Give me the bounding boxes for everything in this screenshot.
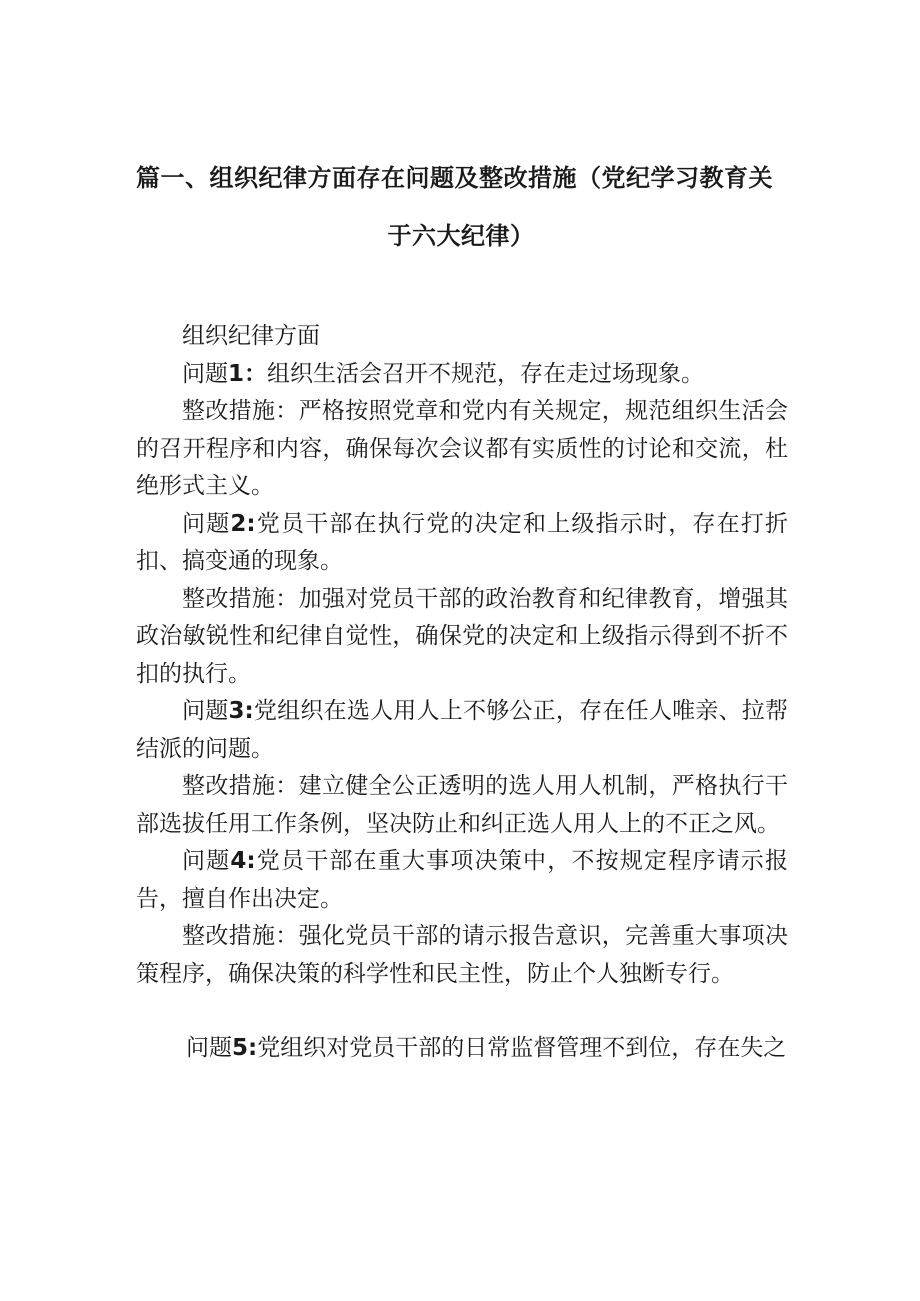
paragraph-gap [136, 993, 788, 1030]
problem-4 [136, 843, 788, 918]
measure-4: 整改措施：强化党员干部的请示报告意识，完善重大事项决策程序，确保决策的科学性和民主性，防止个人独断专行。 [136, 923, 788, 987]
problem-3-number: 3: [228, 698, 254, 724]
measure-1: 整改措施：严格按照党章和党内有关规定，规范组织生活会的召开程序和内容，确保每次会议都有实质性的讨论和交流，杜绝形式主义。 [136, 398, 788, 499]
document-body [136, 318, 788, 1068]
problem-4-text: 党员干部在重大事项决策中，不按规定程序请示报告，擅自作出决定。 [136, 848, 789, 912]
problem-5-prefix: 问题 [186, 1035, 232, 1061]
problem-1 [136, 356, 788, 394]
document-title-line1: 篇一、组织纪律方面存在问题及整改措施（党纪学习教育关 [136, 164, 773, 192]
measure-3: 整改措施：建立健全公正透明的选人用人机制，严格执行干部选拔任用工作条例，坚决防止和纠正选人用人上的不正之风。 [136, 773, 788, 837]
problem-5 [136, 1030, 788, 1068]
measure-2: 整改措施：加强对党员干部的政治教育和纪律教育，增强其政治敏锐性和纪律自觉性，确保党的决定和上级指示得到不折不扣的执行。 [136, 585, 788, 687]
problem-2-text: 党员干部在执行党的决定和上级指示时，存在打折扣、搞变通的现象。 [136, 510, 789, 574]
problem-2 [136, 506, 788, 581]
problem-3 [136, 693, 788, 768]
problem-3-prefix: 问题 [182, 698, 229, 724]
section-heading: 组织纪律方面 [182, 323, 320, 349]
problem-2-prefix: 问题 [182, 510, 231, 537]
problem-1-prefix: 问题 [182, 360, 228, 387]
problem-5-number: 5: [232, 1035, 258, 1061]
problem-4-prefix: 问题 [182, 848, 231, 874]
problem-5-text: 党组织对党员干部的日常监督管理不到位，存在失之 [257, 1035, 787, 1061]
problem-3-text: 党组织在选人用人上不够公正，存在任人唯亲、拉帮结派的问题。 [136, 698, 789, 762]
problem-1-number: 1： [228, 360, 268, 387]
document-title-line2: 于六大纪律） [387, 222, 535, 250]
problem-4-number: 4: [230, 848, 256, 874]
problem-2-number: 2: [230, 510, 256, 537]
problem-1-text: 组织生活会召开不规范，存在走过场现象。 [267, 360, 705, 387]
